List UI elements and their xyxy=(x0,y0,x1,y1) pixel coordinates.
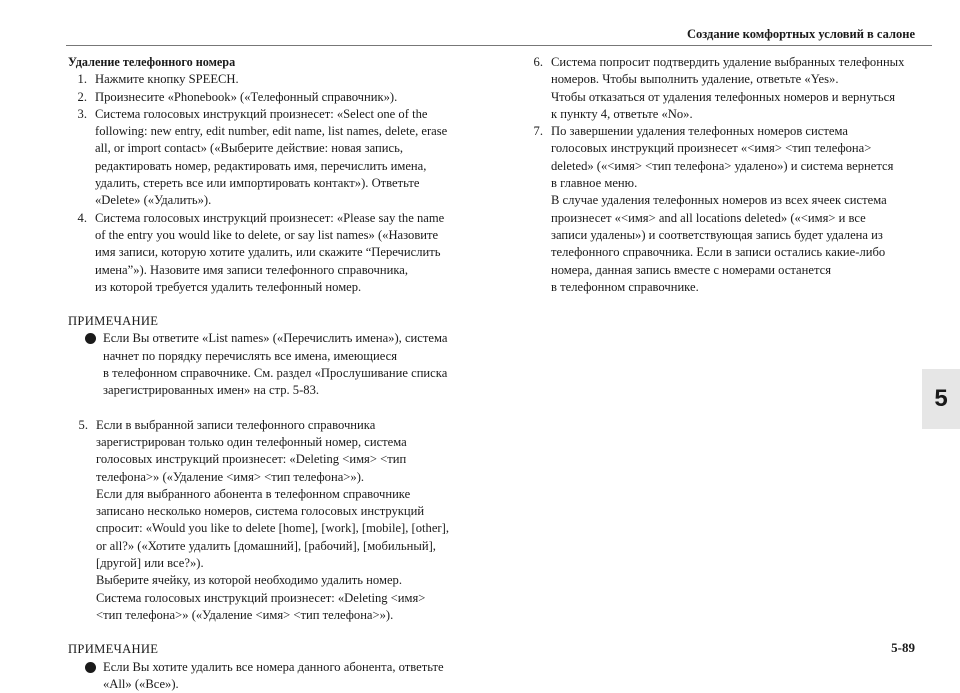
step-number: 2. xyxy=(68,89,95,106)
text-line: зарегистрирован только один телефонный номер, система xyxy=(96,434,449,451)
text-line: deleted» («<имя> <тип телефона> удалено») и система вернется xyxy=(551,158,893,175)
text-line: из которой требуется удалить телефонный номер. xyxy=(95,279,444,296)
text-line: номера, данная запись вместе с номерами останется xyxy=(551,262,893,279)
header-rule xyxy=(66,45,932,46)
text-line: Чтобы отказаться от удаления телефонных номеров и вернуться xyxy=(551,89,904,106)
text-line: В случае удаления телефонных номеров из всех ячеек система xyxy=(551,192,893,209)
text-line: произнесет «<имя> and all locations deleted» («<имя> и все xyxy=(551,210,893,227)
text-line: к пункту 4, ответьте «No». xyxy=(551,106,904,123)
page-number: 5-89 xyxy=(891,640,915,656)
text-line: Если Вы ответите «List names» («Перечислить имена»), система xyxy=(103,330,447,347)
step-1 xyxy=(68,71,488,88)
step-7 xyxy=(523,123,923,296)
step-text xyxy=(95,106,447,210)
text-line: Произнесите «Phonebook» («Телефонный справочник»). xyxy=(95,89,397,106)
chapter-tab xyxy=(922,369,960,429)
bullet-icon xyxy=(85,662,96,673)
text-line: [другой] или все?»). xyxy=(96,555,449,572)
step-number: 5. xyxy=(68,417,96,625)
step-4 xyxy=(68,210,488,296)
text-line: удалить, стереть все или импортировать контакт»). Ответьте xyxy=(95,175,447,192)
step-text xyxy=(95,71,239,88)
step-text xyxy=(551,54,904,123)
text-line: записи удалены») и соответствующая запись будет удалена из xyxy=(551,227,893,244)
text-line: «Delete» («Удалить»). xyxy=(95,192,447,209)
text-line: Нажмите кнопку SPEECH. xyxy=(95,71,239,88)
step-2 xyxy=(68,89,488,106)
text-line: «All» («Все»). xyxy=(103,676,444,693)
step-text xyxy=(95,89,397,106)
step-number: 3. xyxy=(68,106,95,210)
note-text xyxy=(103,330,447,399)
step-text xyxy=(551,123,893,296)
right-column xyxy=(523,54,923,296)
note-bullet xyxy=(68,330,488,399)
chapter-tab-label: 5 xyxy=(934,385,947,413)
step-number: 7. xyxy=(523,123,551,296)
section-title: Удаление телефонного номера xyxy=(68,54,488,71)
text-line: телефонного справочника. Если в записи остались какие-либо xyxy=(551,244,893,261)
text-line: номеров. Чтобы выполнить удаление, ответьте «Yes». xyxy=(551,71,904,88)
text-line: <тип телефона>» («Удаление <имя> <тип телефона>»). xyxy=(96,607,449,624)
text-line: По завершении удаления телефонных номеров система xyxy=(551,123,893,140)
step-6 xyxy=(523,54,923,123)
text-line: записано несколько номеров, система голосовых инструкций xyxy=(96,503,449,520)
step-number: 4. xyxy=(68,210,95,296)
text-line: имя записи, которую хотите удалить, или скажите “Перечислить xyxy=(95,244,444,261)
left-column xyxy=(68,54,488,693)
text-line: Если Вы хотите удалить все номера данного абонента, ответьте xyxy=(103,659,444,676)
text-line: в телефонном справочнике. См. раздел «Прослушивание списка xyxy=(103,365,447,382)
bullet-icon xyxy=(85,333,96,344)
note-text xyxy=(103,659,444,693)
text-line: Выберите ячейку, из которой необходимо удалить номер. xyxy=(96,572,449,589)
step-5 xyxy=(68,417,488,625)
text-line: имена”»). Назовите имя записи телефонного справочника, xyxy=(95,262,444,279)
text-line: or all?» («Хотите удалить [домашний], [рабочий], [мобильный], xyxy=(96,538,449,555)
text-line: голосовых инструкций произнесет: «Deleting <имя> <тип xyxy=(96,451,449,468)
text-line: начнет по порядку перечислять все имена, имеющиеся xyxy=(103,348,447,365)
text-line: of the entry you would like to delete, or say list names» («Назовите xyxy=(95,227,444,244)
text-line: телефона>» («Удаление <имя> <тип телефона>»). xyxy=(96,469,449,486)
note-bullet xyxy=(68,659,488,693)
note-heading: ПРИМЕЧАНИЕ xyxy=(68,313,488,330)
text-line: зарегистрированных имен» на стр. 5-83. xyxy=(103,382,447,399)
text-line: спросит: «Would you like to delete [home], [work], [mobile], [other], xyxy=(96,520,449,537)
text-line: Если для выбранного абонента в телефонном справочнике xyxy=(96,486,449,503)
header-title: Создание комфортных условий в салоне xyxy=(687,27,915,42)
text-line: голосовых инструкций произнесет «<имя> <тип телефона> xyxy=(551,140,893,157)
step-text xyxy=(95,210,444,296)
note-heading: ПРИМЕЧАНИЕ xyxy=(68,641,488,658)
text-line: all, or import contact» («Выберите действие: новая запись, xyxy=(95,140,447,157)
text-line: Если в выбранной записи телефонного справочника xyxy=(96,417,449,434)
text-line: Система попросит подтвердить удаление выбранных телефонных xyxy=(551,54,904,71)
step-3 xyxy=(68,106,488,210)
text-line: редактировать номер, редактировать имя, перечислить имена, xyxy=(95,158,447,175)
text-line: Система голосовых инструкций произнесет: «Deleting <имя> xyxy=(96,590,449,607)
text-line: в главное меню. xyxy=(551,175,893,192)
step-number: 1. xyxy=(68,71,95,88)
left-steps xyxy=(68,71,488,296)
text-line: following: new entry, edit number, edit name, list names, delete, erase xyxy=(95,123,447,140)
text-line: в телефонном справочнике. xyxy=(551,279,893,296)
text-line: Система голосовых инструкций произнесет: «Please say the name xyxy=(95,210,444,227)
spacer xyxy=(68,400,488,417)
text-line: Система голосовых инструкций произнесет: «Select one of the xyxy=(95,106,447,123)
step-text xyxy=(96,417,449,625)
step-number: 6. xyxy=(523,54,551,123)
